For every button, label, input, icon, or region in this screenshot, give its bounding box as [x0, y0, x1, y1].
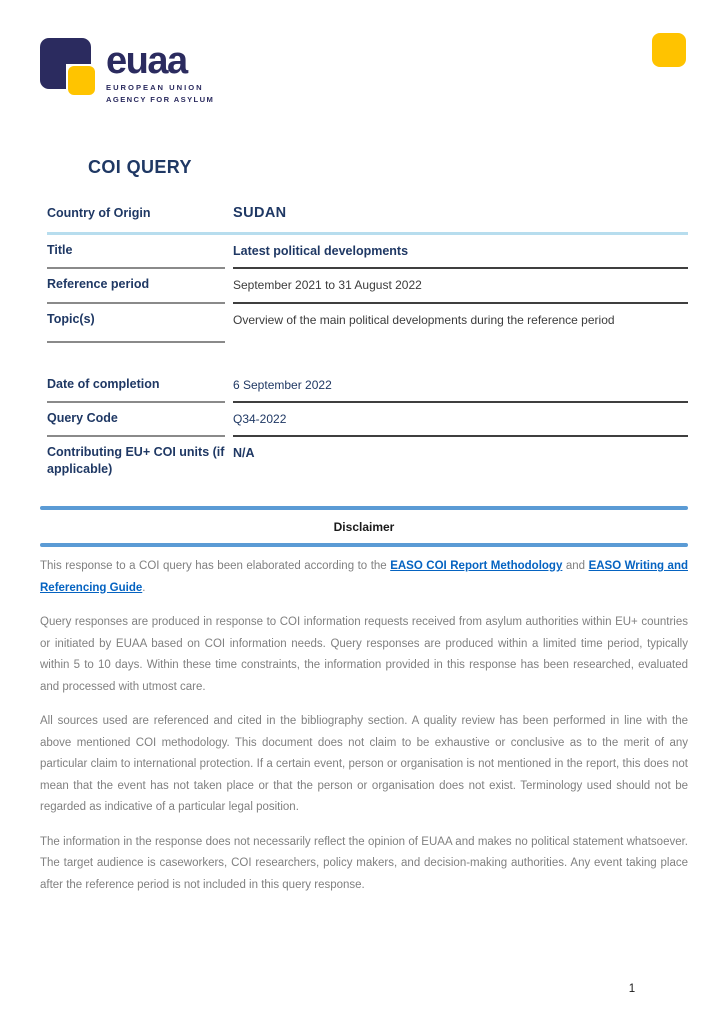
- row-label: Reference period: [47, 269, 225, 303]
- table-row-country-of-origin: [47, 198, 688, 235]
- disclaimer-paragraph-1: [40, 556, 688, 599]
- logo-subline-2: AGENCY FOR ASYLUM: [106, 94, 215, 104]
- row-label: Contributing EU+ COI units (if applicable): [47, 444, 225, 476]
- row-label: Country of Origin: [47, 206, 151, 220]
- logo-wordmark: euaa: [106, 40, 187, 82]
- row-label: Query Code: [47, 403, 225, 437]
- p1-text-after: .: [142, 581, 146, 594]
- disclaimer-paragraph-3: All sources used are referenced and cited in the bibliography section. A quality review has been performed in line with the above mentioned COI methodology. This document does not claim to be exhaustive or conclusive as to the merit of any particular claim to international protection. If a certain event, person or organisation is not mentioned in the report, this does not mean that the event has not taken place or that the person or organisation does not exist. Terminology used should not be regarded as indicative of a particular legal position.: [40, 715, 688, 813]
- table-row-contributing-units: [47, 437, 688, 486]
- row-value: SUDAN: [233, 205, 287, 221]
- bottom-rule: [40, 543, 688, 547]
- row-value: Overview of the main political developments during the reference period: [233, 312, 615, 327]
- top-rule: [40, 506, 688, 510]
- row-value: Q34-2022: [233, 403, 688, 437]
- row-value: N/A: [233, 445, 255, 460]
- disclaimer-heading: Disclaimer: [333, 520, 395, 534]
- row-label: Topic(s): [47, 304, 225, 343]
- table-row-query-code: [47, 403, 688, 437]
- table-row-topics: [47, 304, 688, 343]
- row-label: Date of completion: [47, 369, 225, 403]
- row-label: Title: [47, 235, 225, 270]
- page-title: COI QUERY: [88, 157, 192, 177]
- coi-query-table: [47, 198, 688, 486]
- table-row-date-of-completion: [47, 369, 688, 403]
- disclaimer-paragraph-2: Query responses are produced in response to COI information requests received from asylum authorities within EU+ countries or initiated by EUAA based on COI information needs. Query responses are produced within a limited time period, typically within 5 to 10 days. Within these time constraints, the information provided in this response has been researched, evaluated and processed with utmost care.: [40, 616, 688, 693]
- easo-writing-referencing-guide-link[interactable]: EASO Writing and Referencing Guide: [40, 560, 688, 594]
- row-value: September 2021 to 31 August 2022: [233, 269, 688, 303]
- row-value: 6 September 2022: [233, 369, 688, 403]
- table-spacer: [47, 343, 688, 369]
- table-row-reference-period: [47, 269, 688, 303]
- row-value: Latest political developments: [233, 235, 688, 270]
- p1-text-middle: and: [562, 560, 589, 572]
- logo-text: [106, 37, 214, 104]
- logo-yellow-square: [68, 66, 95, 95]
- euaa-logo-icon: [40, 37, 98, 99]
- disclaimer-paragraph-4: The information in the response does not necessarily reflect the opinion of EUAA and makes no political statement whatsoever. The target audience is caseworkers, COI researchers, policy makers, and decision-making authorities. Any event taking place after the reference period is not included in this query response.: [40, 835, 688, 891]
- yellow-corner-decoration: [652, 33, 686, 67]
- disclaimer-section: [40, 506, 688, 909]
- euaa-logo: [40, 37, 214, 104]
- p1-text-before: This response to a COI query has been elaborated according to the: [40, 560, 391, 572]
- page-number: 1: [628, 983, 636, 995]
- easo-coi-report-methodology-link[interactable]: EASO COI Report Methodology: [390, 560, 563, 572]
- logo-subline-1: EUROPEAN UNION: [106, 83, 204, 93]
- table-row-title: [47, 235, 688, 270]
- disclaimer-body: [40, 556, 688, 896]
